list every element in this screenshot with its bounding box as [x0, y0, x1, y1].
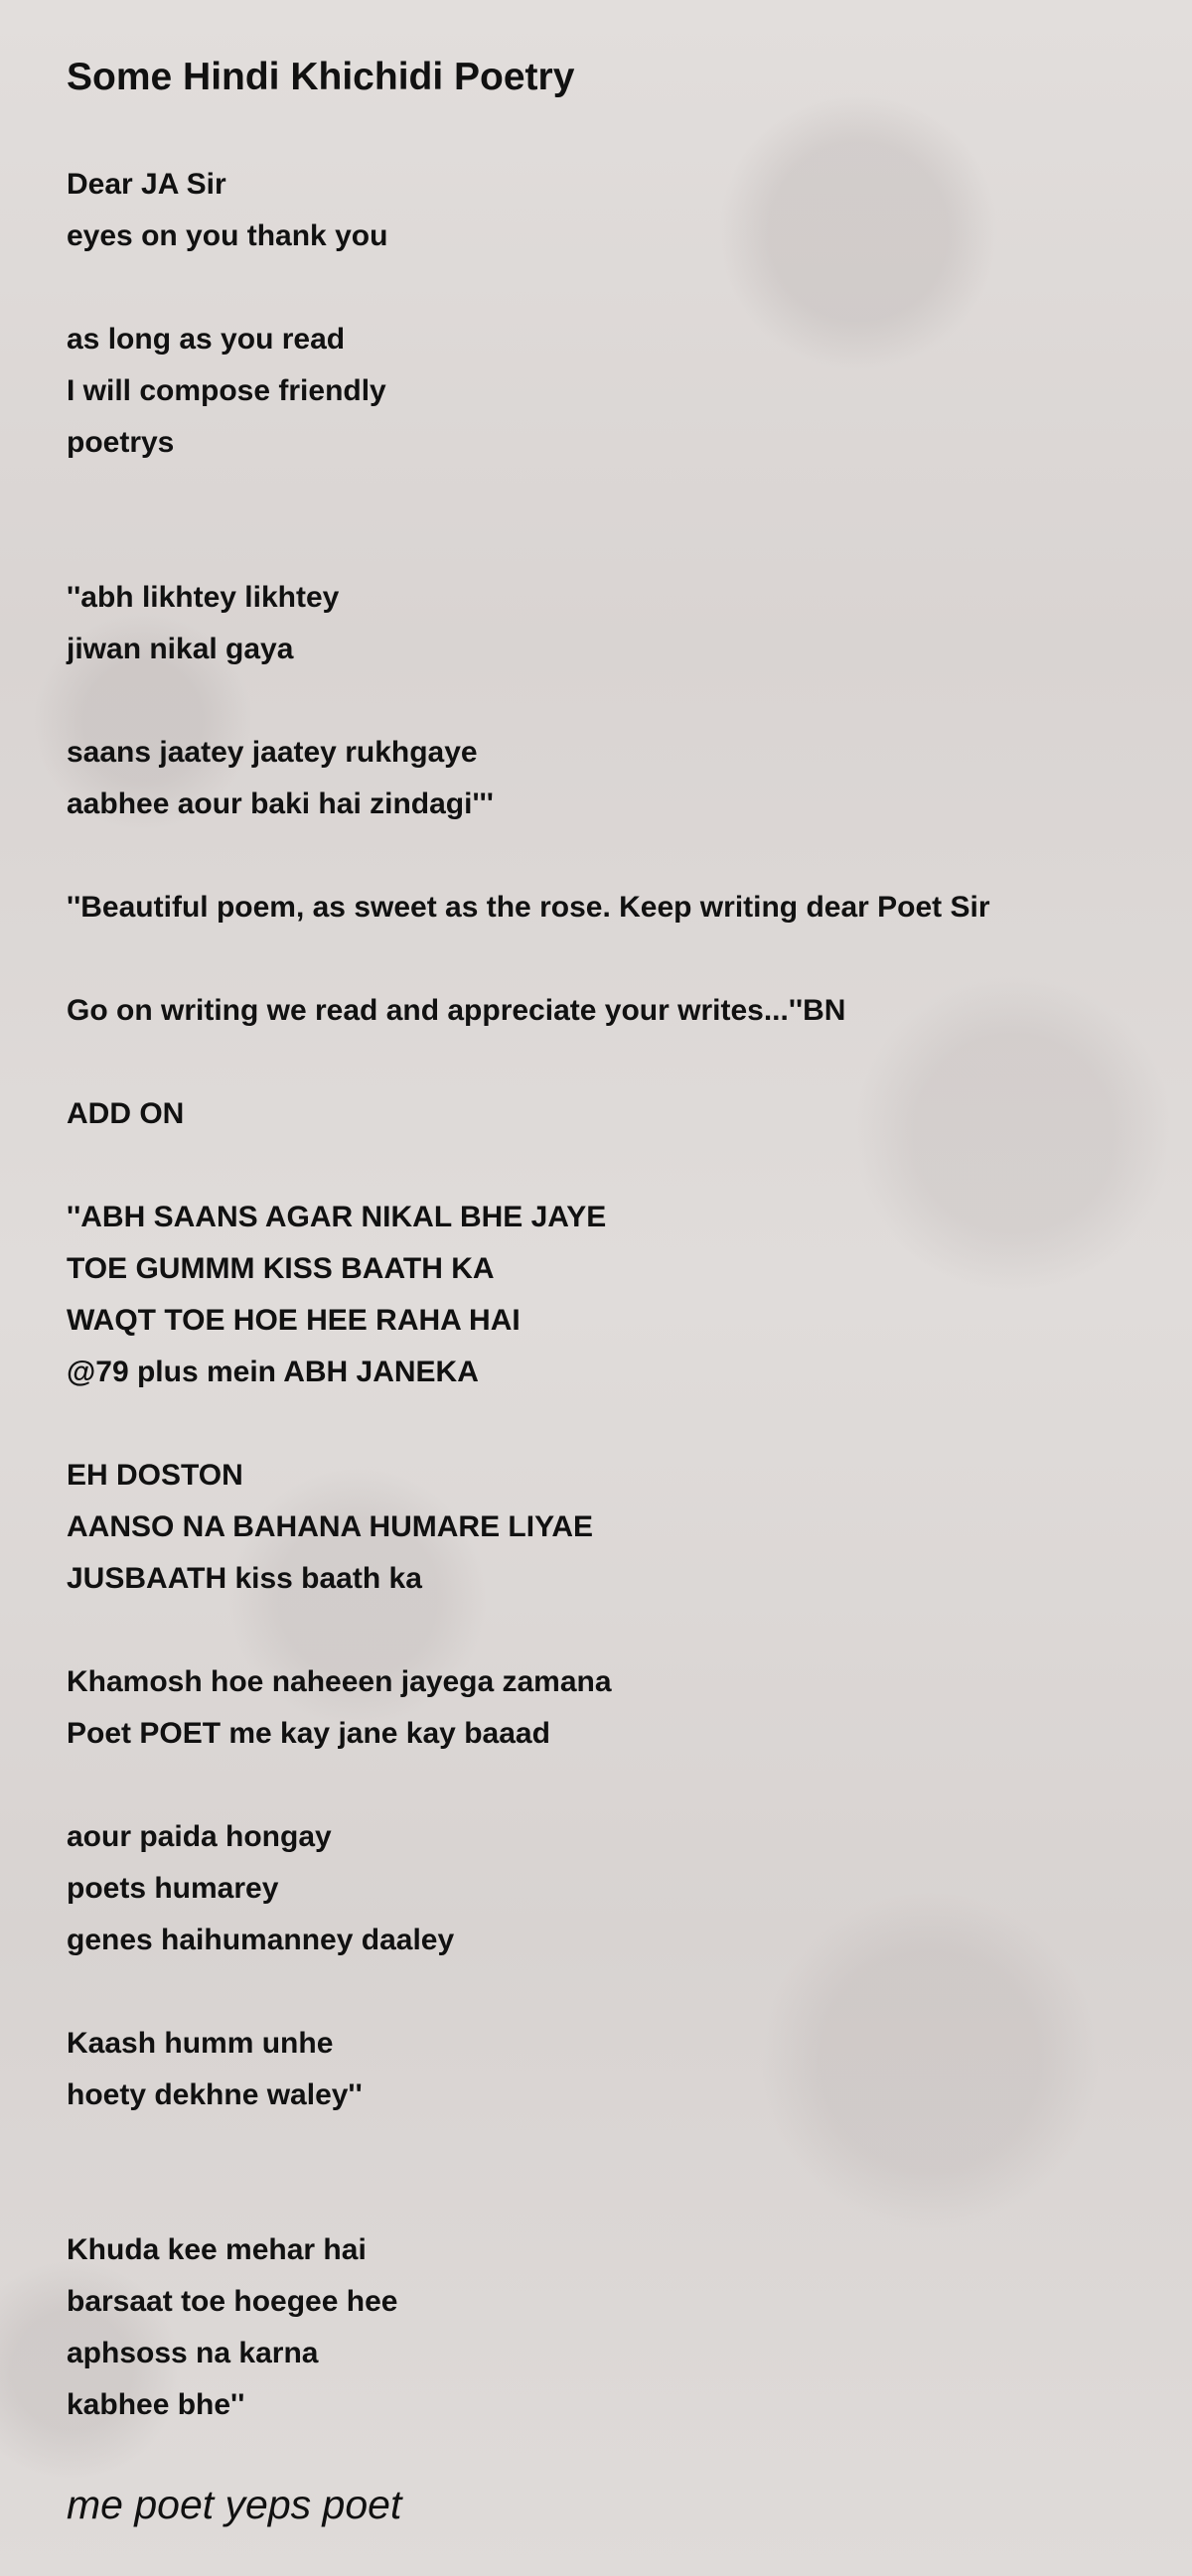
poem-line: Khuda kee mehar hai: [67, 2233, 367, 2266]
stanza: [67, 985, 1139, 1037]
poem-author: me poet yeps poet: [67, 2482, 402, 2527]
poem-body: [67, 159, 1139, 2431]
poem-line: JUSBAATH kiss baath ka: [67, 1562, 422, 1595]
poem-line: jiwan nikal gaya: [67, 633, 294, 665]
poem-line: ADD ON: [67, 1097, 185, 1130]
poem-line: EH DOSTON: [67, 1459, 243, 1492]
stanza: [67, 159, 1139, 262]
poem-line: aour paida hongay: [67, 1820, 332, 1853]
stanza: [67, 1088, 1139, 1140]
stanza: [67, 1811, 1139, 1966]
poem-line: WAQT TOE HOE HEE RAHA HAI: [67, 1304, 521, 1337]
stanza: [67, 882, 1139, 933]
poem-line: ''ABH SAANS AGAR NIKAL BHE JAYE: [67, 1201, 607, 1233]
poem-line: Poet POET me kay jane kay baaad: [67, 1717, 550, 1750]
poem-line: saans jaatey jaatey rukhgaye: [67, 736, 478, 769]
poem-line: Khamosh hoe naheeen jayega zamana: [67, 1665, 612, 1698]
poem-title: Some Hindi Khichidi Poetry: [67, 56, 575, 98]
stanza: [67, 572, 1139, 675]
poem-line: poets humarey: [67, 1872, 279, 1905]
stanza: [67, 1450, 1139, 1605]
poem-line: Go on writing we read and appreciate your writes...''BN: [67, 994, 846, 1027]
poem-line: poetrys: [67, 426, 175, 459]
poem-line: genes haihumanney daaley: [67, 1924, 455, 1956]
stanza: [67, 2224, 1139, 2431]
stanza: [67, 727, 1139, 830]
poem-line: eyes on you thank you: [67, 219, 388, 252]
poem-line: kabhee bhe'': [67, 2388, 245, 2421]
poem-line: Dear JA Sir: [67, 168, 226, 201]
stanza: [67, 314, 1139, 469]
poem-line: aabhee aour baki hai zindagi''': [67, 787, 494, 820]
poem-line: AANSO NA BAHANA HUMARE LIYAE: [67, 1510, 594, 1543]
poem-line: hoety dekhne waley'': [67, 2078, 363, 2111]
poem-line: as long as you read: [67, 323, 346, 356]
poem-line: ''Beautiful poem, as sweet as the rose. Keep writing dear Poet Sir: [67, 891, 990, 924]
stanza: [67, 1656, 1139, 1760]
poem-page: [67, 48, 1139, 2534]
poem-line: aphsoss na karna: [67, 2337, 319, 2369]
poem-line: Kaash humm unhe: [67, 2027, 334, 2060]
stanza: [67, 1192, 1139, 1398]
poem-line: TOE GUMMM KISS BAATH KA: [67, 1252, 495, 1285]
poem-line: I will compose friendly: [67, 374, 386, 407]
poem-line: barsaat toe hoegee hee: [67, 2285, 398, 2318]
poem-line: @79 plus mein ABH JANEKA: [67, 1356, 479, 1388]
stanza: [67, 2018, 1139, 2121]
poem-line: ''abh likhtey likhtey: [67, 581, 340, 614]
